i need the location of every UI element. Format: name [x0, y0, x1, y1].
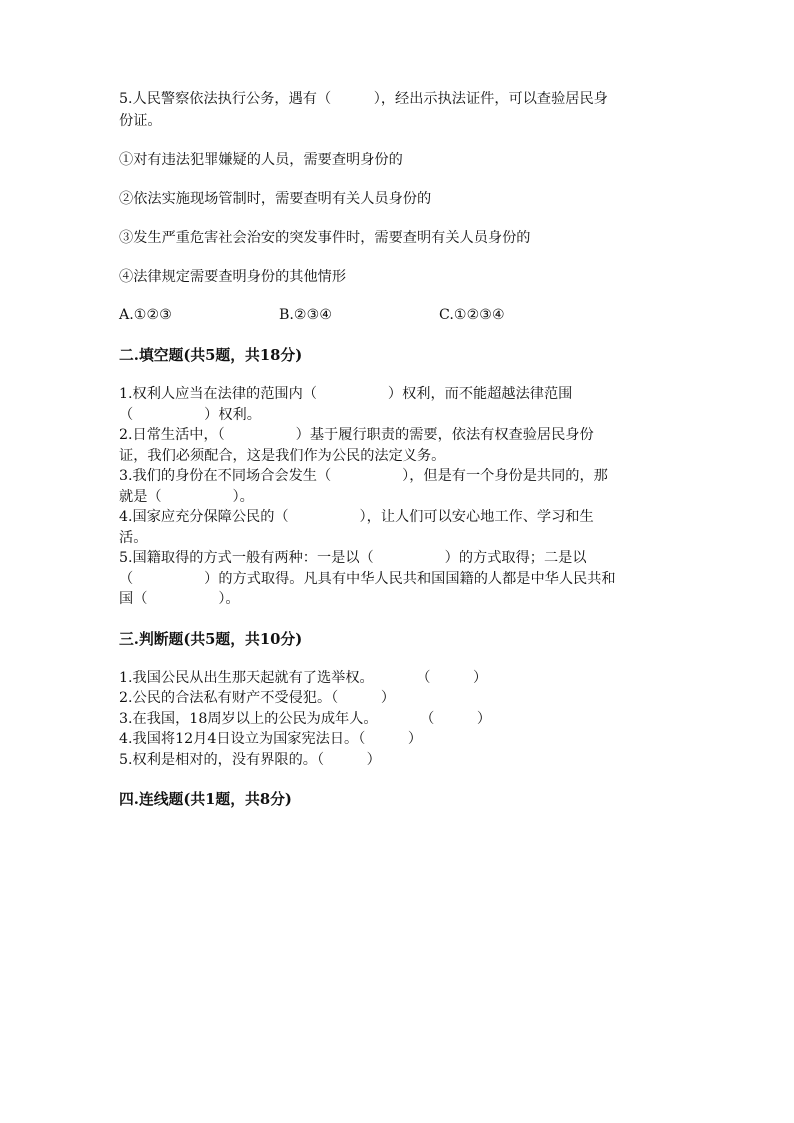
fill-blank-questions: [119, 384, 679, 610]
section-true-false-title: 三.判断题(共5题，共10分): [119, 630, 303, 648]
fill-blank-line: 4.国家应充分保障公民的（ ），让人们可以安心地工作、学习和生: [119, 509, 594, 525]
fill-blank-line: （ ）的方式取得。凡具有中华人民共和国国籍的人都是中华人民共和: [119, 570, 616, 587]
true-false-item: 1.我国公民从出生那天起就有了选举权。 （ ）: [119, 669, 488, 686]
fill-blank-line: 就是（ ）。: [119, 488, 254, 505]
true-false-item: 2.公民的合法私有财产不受侵犯。（ ）: [119, 690, 396, 706]
question-stem: [119, 88, 679, 132]
true-false-item: 4.我国将12月4日设立为国家宪法日。（ ）: [119, 731, 423, 747]
choice-c: C.①②③④: [439, 307, 505, 323]
true-false-item: 5.权利是相对的，没有界限的。（ ）: [119, 751, 381, 768]
document-page: [119, 88, 679, 811]
true-false-questions: [119, 668, 679, 771]
question-stem-line-1: 5.人民警察依法执行公务，遇有（ ），经出示执法证件，可以查验居民身: [119, 91, 608, 107]
statement-3: ③发生严重危害社会治安的突发事件时，需要查明有关人员身份的: [119, 230, 531, 246]
choice-a: A.①②③: [119, 307, 172, 323]
answer-choices: [119, 304, 679, 326]
statement-1: ①对有违法犯罪嫌疑的人员，需要查明身份的: [119, 152, 403, 168]
fill-blank-line: 证，我们必须配合，这是我们作为公民的法定义务。: [119, 447, 446, 464]
fill-blank-line: 1.权利人应当在法律的范围内（ ）权利，而不能超越法律范围: [119, 386, 573, 402]
true-false-item: 3.在我国，18周岁以上的公民为成年人。 （ ）: [119, 710, 492, 727]
statement-4: ④法律规定需要查明身份的其他情形: [119, 269, 347, 285]
section-matching-title: 四.连线题(共1题，共8分): [119, 791, 292, 808]
question-stem-line-2: 份证。: [119, 113, 162, 129]
choice-question-5: [119, 88, 679, 326]
fill-blank-line: 2.日常生活中，（ ）基于履行职责的需要，依法有权查验居民身份: [119, 427, 594, 443]
section-fill-blank-title: 二.填空题(共5题，共18分): [119, 347, 303, 364]
fill-blank-line: （ ）权利。: [119, 406, 261, 423]
statement-2: ②依法实施现场管制时，需要查明有关人员身份的: [119, 191, 432, 207]
fill-blank-line: 3.我们的身份在不同场合会发生（ ），但是有一个身份是共同的，那: [119, 468, 608, 484]
choice-b: B.②③④: [279, 307, 333, 323]
fill-blank-line: 国（ ）。: [119, 591, 240, 607]
fill-blank-line: 5.国籍取得的方式一般有两种：一是以（ ）的方式取得；二是以: [119, 550, 587, 566]
fill-blank-line: 活。: [119, 529, 148, 546]
